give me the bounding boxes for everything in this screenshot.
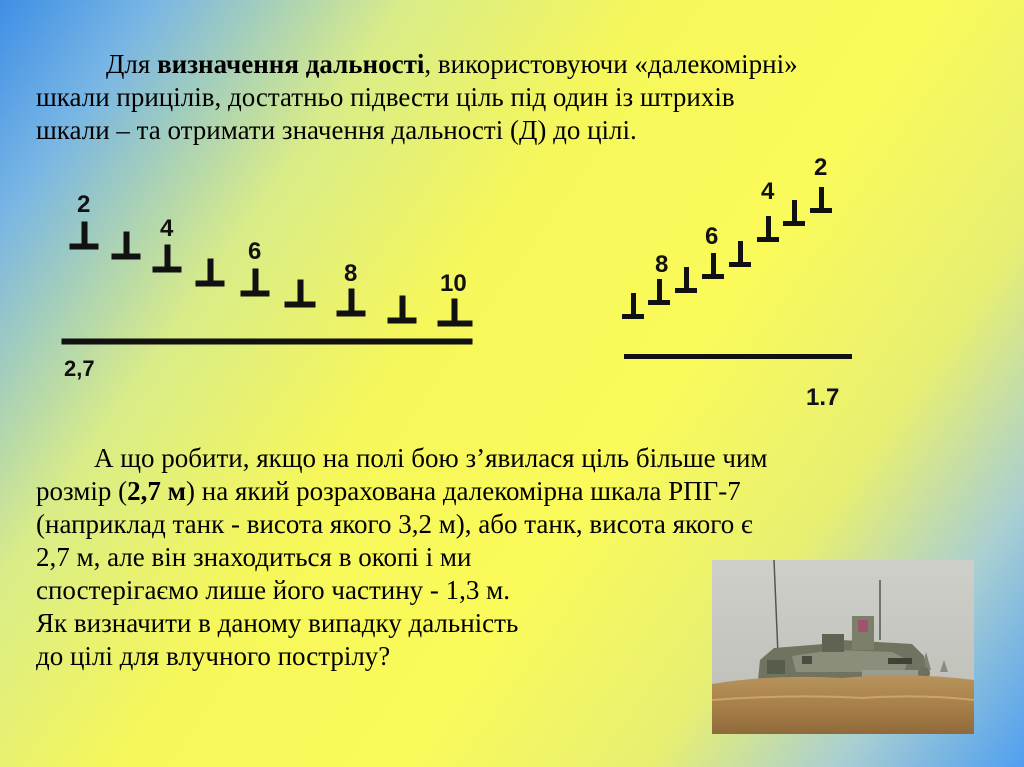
left-scale-label-6: 6 xyxy=(248,238,262,265)
right-scale-tick xyxy=(648,279,670,305)
question-line-5: спостерігаємо лише його частину - 1,3 м. xyxy=(36,575,510,605)
question-line-1-text: А що робити, якщо на полі бою з’явилася ціль більше чим xyxy=(94,443,768,473)
right-scale-label-4: 4 xyxy=(761,178,775,205)
left-scale-tick xyxy=(70,222,98,249)
left-scale-label-2: 2 xyxy=(77,191,91,218)
right-scale-label-2: 2 xyxy=(814,154,828,181)
right-scale-tick xyxy=(622,293,644,319)
right-scale-tick xyxy=(675,267,697,293)
left-scale-label-10: 10 xyxy=(440,270,467,297)
intro-lead: Для xyxy=(106,49,158,79)
right-scale-tick xyxy=(757,216,779,242)
question-bold-size: 2,7 м xyxy=(127,476,187,506)
intro-line-2: шкали прицілів, достатньо підвести ціль під один із штрихів xyxy=(36,82,735,112)
question-line-6: Як визначити в даному випадку дальність xyxy=(36,608,519,638)
intro-line-3: шкали – та отримати значення дальності (Д) до цілі. xyxy=(36,115,637,145)
right-scale-base-label: 1.7 xyxy=(806,384,840,411)
right-scale-label-8: 8 xyxy=(655,251,669,278)
left-scale xyxy=(62,222,472,344)
left-scale-base-label: 2,7 xyxy=(64,356,95,381)
intro-rest: , використовуючи «далекомірні» xyxy=(424,49,798,79)
question-line-3: (наприклад танк - висота якого 3,2 м), або танк, висота якого є xyxy=(36,509,753,539)
tank-in-trench-photo xyxy=(712,560,974,734)
question-line-1 xyxy=(36,442,996,475)
question-line-2-pre: розмір ( xyxy=(36,476,128,506)
question-line-2 xyxy=(36,475,996,508)
left-scale-label-4: 4 xyxy=(160,215,174,242)
left-scale-tick xyxy=(285,280,315,307)
right-scale-label-6: 6 xyxy=(705,223,719,250)
intro-bold-term: визначення дальності xyxy=(157,49,425,79)
left-scale-tick xyxy=(438,299,472,326)
question-line-2-post: ) на який розрахована далекомірна шкала РПГ-7 xyxy=(186,476,741,506)
left-scale-label-8: 8 xyxy=(344,260,358,287)
right-scale-tick xyxy=(702,253,724,279)
left-scale-tick xyxy=(153,245,181,272)
right-scale-tick xyxy=(810,187,832,213)
tank-photo xyxy=(712,560,974,734)
question-line-4: 2,7 м, але він знаходиться в окопі і ми xyxy=(36,542,472,572)
right-scale-tick xyxy=(729,241,751,267)
question-line-7: до цілі для влучного пострілу? xyxy=(36,641,391,671)
left-scale-tick xyxy=(388,296,416,323)
right-scale-baseline xyxy=(624,354,852,359)
left-scale-tick xyxy=(337,289,365,316)
left-scale-tick xyxy=(196,259,224,286)
left-scale-tick xyxy=(241,269,269,296)
left-scale-baseline xyxy=(62,339,472,344)
left-scale-tick xyxy=(112,232,140,259)
right-scale-tick xyxy=(783,200,805,226)
